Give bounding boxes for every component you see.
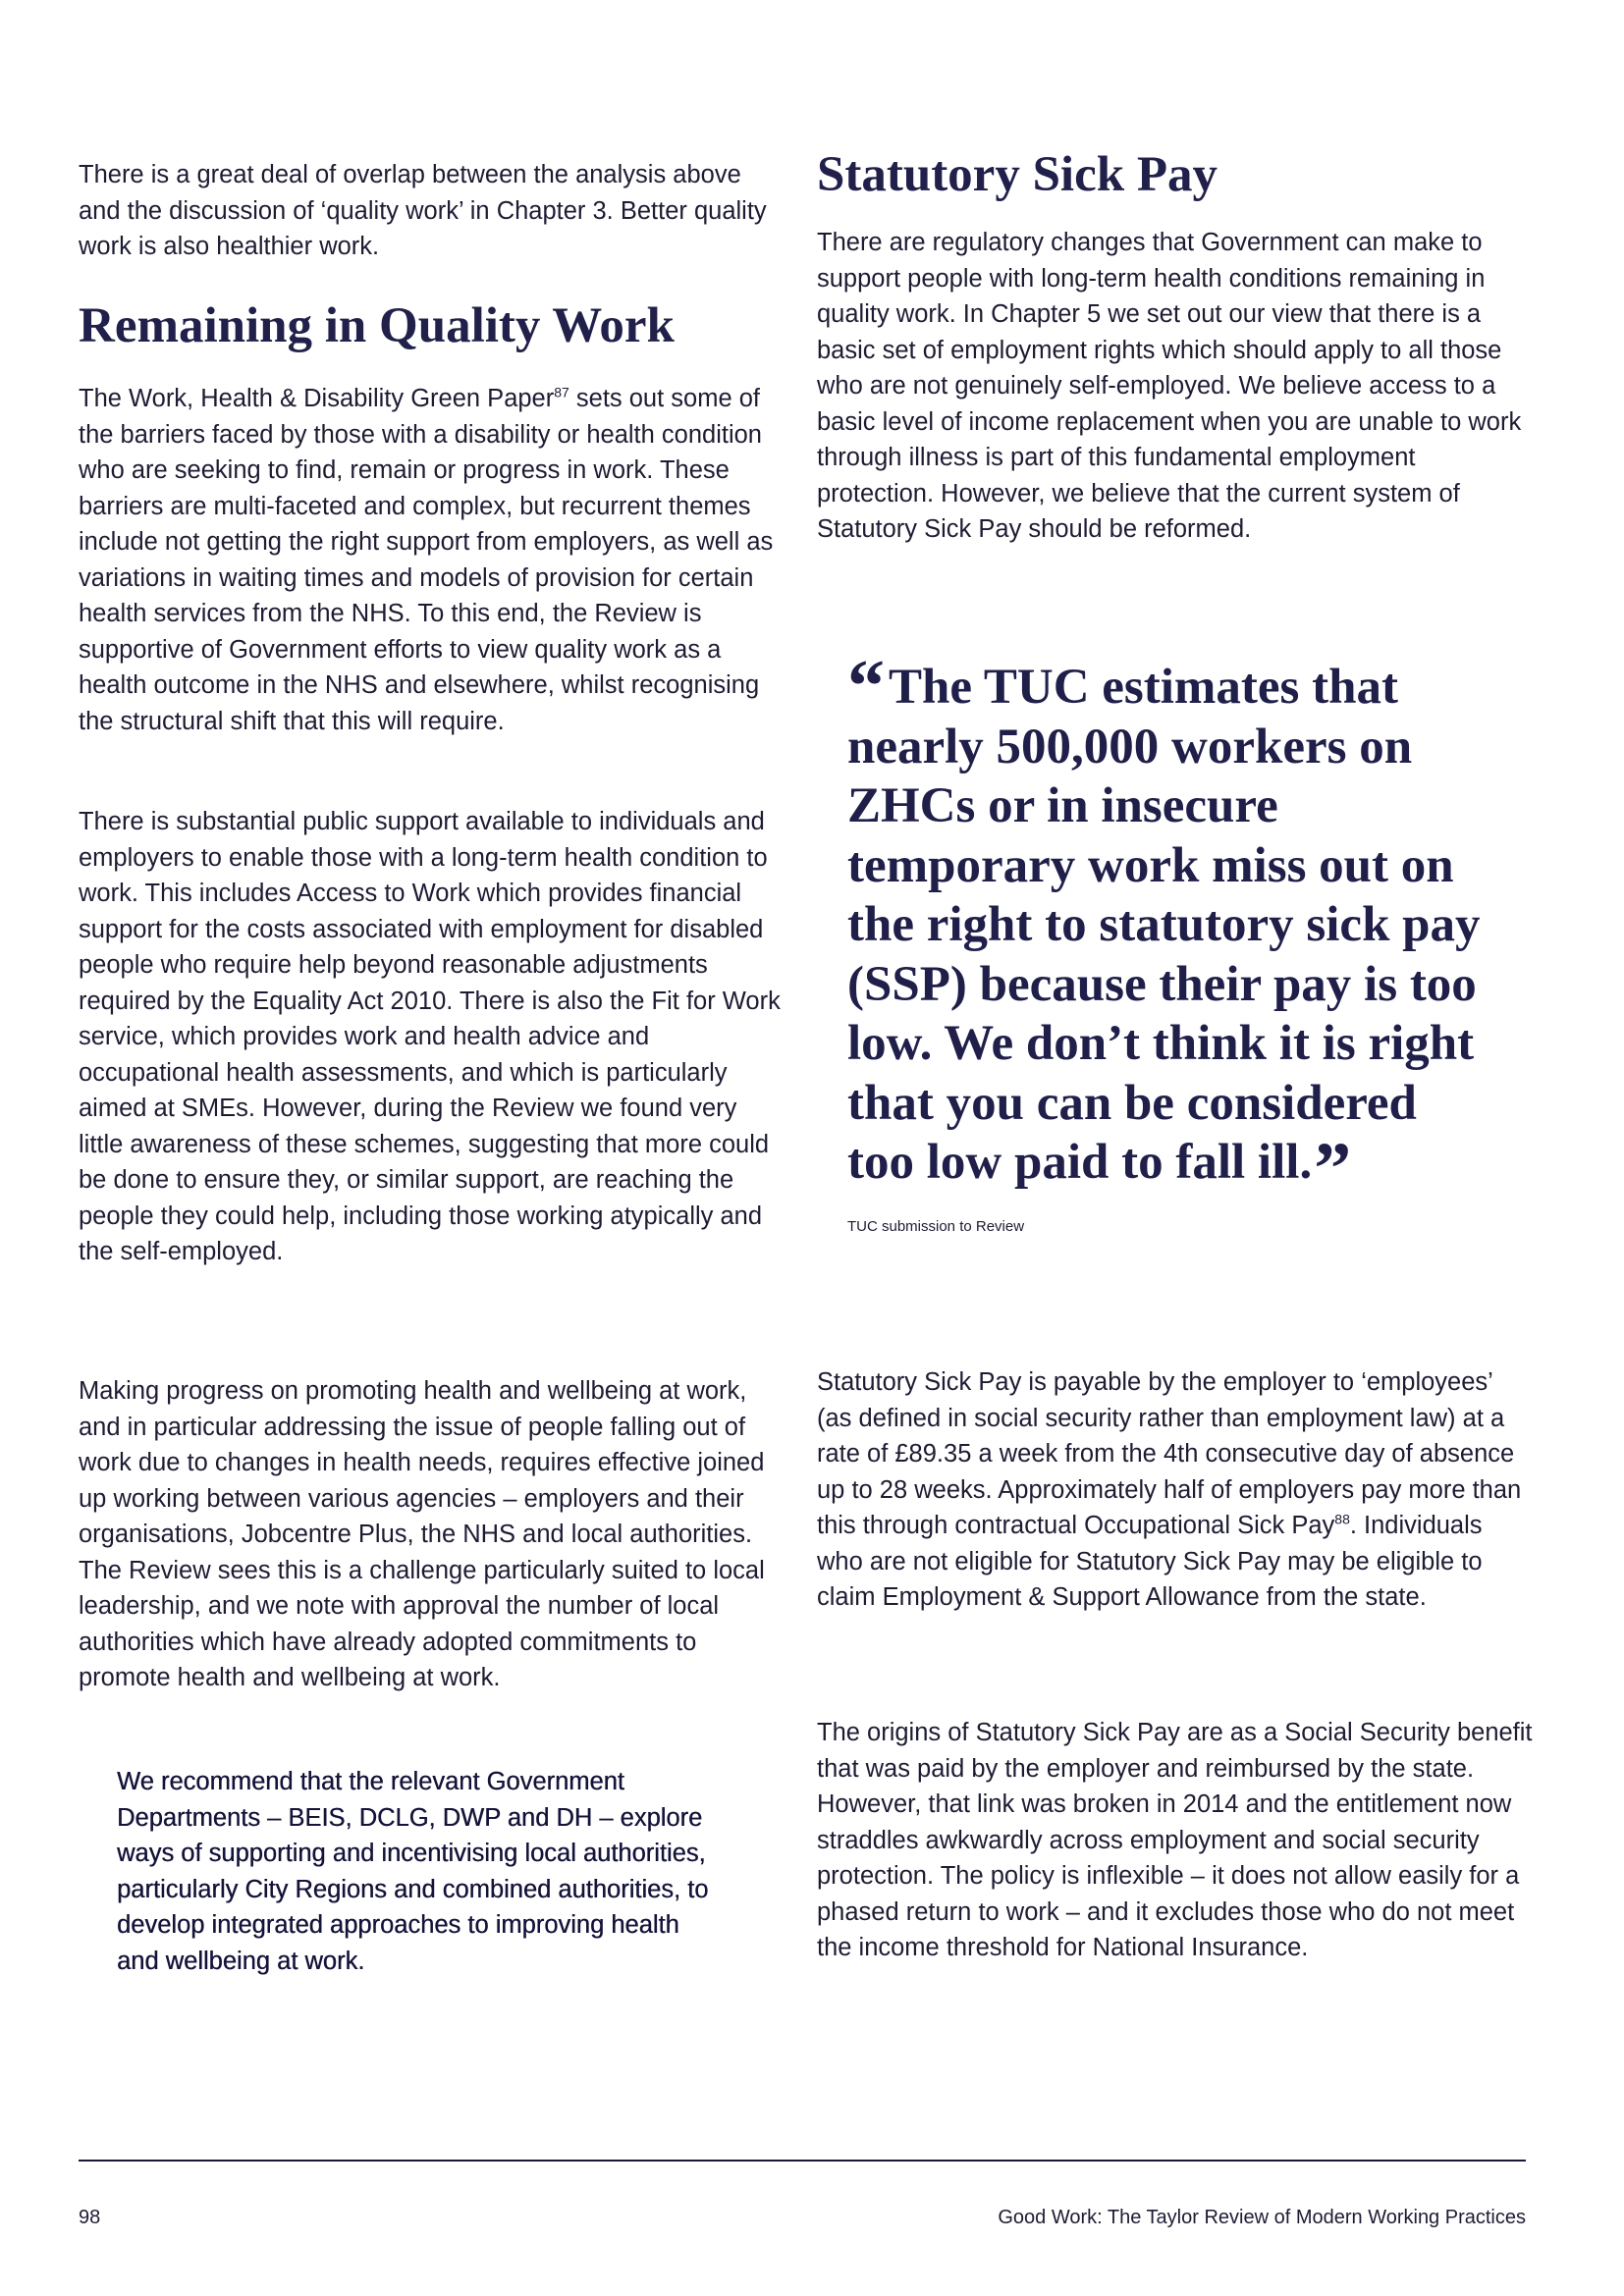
quote-attribution: TUC submission to Review <box>847 1217 1025 1235</box>
p1-text-b: sets out some of the barriers faced by those with a disability or health condition who are seeking to find, remain or progress in work. These barriers are multi-faceted and complex, but recurrent themes include not getting the right support from employers, as well as variations in waiting times and models of provision for certain health services from the NHS. To this end, the Review is supportive of Government efforts to view quality work as a health outcome in the NHS and elsewhere, whilst recognising the structural shift that this will require. <box>79 385 774 735</box>
page-number: 98 <box>79 2207 101 2228</box>
close-quote-mark: ” <box>1314 1128 1352 1210</box>
right-paragraph-3-wrap <box>817 1715 1534 1966</box>
p1-text-a: The Work, Health & Disability Green Paper <box>79 385 555 412</box>
p2-text-b: . Individuals who are not eligible for Statutory Sick Pay may be eligible to claim Employment & Support Allowance from the state. <box>817 1512 1483 1611</box>
regulatory-changes-paragraph: There are regulatory changes that Government can make to support people with long-term health conditions remaining in quality work. In Chapter 5 we set out our view that there is a basic set of employment rights which should apply to all those who are not genuinely self-employed. We believe access to a basic level of income replacement when you are unable to work through illness is part of this fundamental employment protection. However, we believe that the current system of Statutory Sick Pay should be reformed. <box>817 229 1522 543</box>
left-paragraph-3-wrap <box>79 1373 785 1696</box>
right-paragraph-1-wrap <box>817 225 1534 548</box>
remaining-heading-wrap <box>79 296 785 355</box>
green-paper-paragraph <box>79 381 785 739</box>
quote-body: The TUC estimates that nearly 500,000 workers on ZHCs or in insecure temporary work miss out on the right to statutory sick pay (SSP) because their pay is too low. We don’t think it is right that you can be considered too low paid to fall ill. <box>847 660 1481 1190</box>
ssp-heading-wrap <box>817 145 1534 204</box>
left-column <box>79 157 785 265</box>
statutory-sick-pay-heading: Statutory Sick Pay <box>817 147 1218 202</box>
footnote-ref-87: 87 <box>554 384 569 400</box>
remaining-in-quality-work-heading: Remaining in Quality Work <box>79 298 675 353</box>
ssp-rate-paragraph <box>817 1364 1534 1616</box>
footer-rule <box>79 2160 1526 2162</box>
right-paragraph-2-wrap <box>817 1364 1534 1616</box>
local-leadership-paragraph: Making progress on promoting health and wellbeing at work, and in particular addressing the issue of people falling out of work due to changes in health needs, requires effective joined up working between various agencies – employers and their organisations, Jobcentre Plus, the NHS and local authorities. The Review sees this is a challenge particularly suited to local leadership, and we note with approval the number of local authorities which have already adopted commitments to promote health and wellbeing at work. <box>79 1377 765 1691</box>
open-quote-mark: “ <box>847 645 885 727</box>
intro-paragraph: There is a great deal of overlap between the analysis above and the discussion of ‘quality work’ in Chapter 3. Better quality work is also healthier work. <box>79 161 767 260</box>
left-paragraph-1-wrap <box>79 381 785 739</box>
left-paragraph-2-wrap <box>79 804 785 1270</box>
public-support-paragraph: There is substantial public support available to individuals and employers to enable those with a long-term health condition to work. This includes Access to Work which provides financial support for the costs associated with employment for disabled people who require help beyond reasonable adjustments required by the Equality Act 2010. There is also the Fit for Work service, which provides work and health advice and occupational health assessments, and which is particularly aimed at SMEs. However, during the Review we found very little awareness of these schemes, suggesting that more could be done to ensure they, or similar support, are reaching the people they could help, including those working atypically and the self-employed. <box>79 808 781 1265</box>
recommendation-wrap <box>117 1764 711 1979</box>
pull-quote <box>847 645 1495 1235</box>
p2-text-a: Statutory Sick Pay is payable by the employer to ‘employees’ (as defined in social security rather than employment law) at a rate of £89.35 a week from the 4th consecutive day of absence up to 28 weeks. Approximately half of employers pay more than this through contractual Occupational Sick Pay <box>817 1368 1522 1539</box>
recommendation-text: We recommend that the relevant Government Departments – BEIS, DCLG, DWP and DH – explore ways of supporting and incentivising local authorities, particularly City Regions and combined authorities, to develop integrated approaches to improving health and wellbeing at work. <box>117 1768 709 1975</box>
footnote-ref-88: 88 <box>1334 1511 1350 1527</box>
pull-quote-text <box>847 645 1495 1210</box>
publication-title: Good Work: The Taylor Review of Modern Working Practices <box>998 2207 1526 2228</box>
ssp-origins-paragraph: The origins of Statutory Sick Pay are as a Social Security benefit that was paid by the employer and reimbursed by the state. However, that link was broken in 2014 and the entitlement now straddles awkwardly across employment and social security protection. The policy is inflexible – it does not allow easily for a phased return to work – and it excludes those who do not meet the income threshold for National Insurance. <box>817 1719 1533 1961</box>
